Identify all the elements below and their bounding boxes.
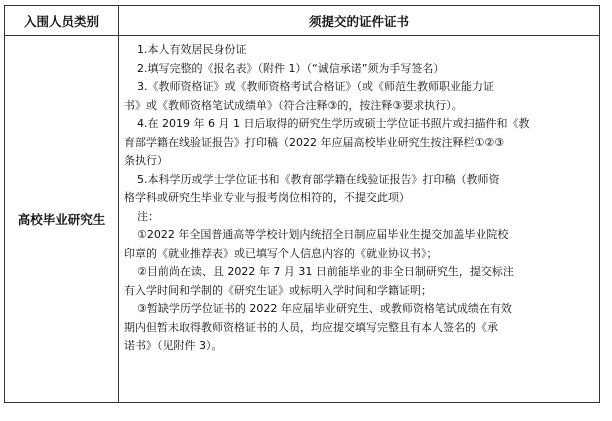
header-documents: 须提交的证件证书 — [308, 13, 409, 29]
note-heading: 注： — [137, 209, 159, 223]
doc-line: 5.本科学历或学士学位证书和《教育部学籍在线验证报告》打印稿（教师资 — [137, 172, 500, 186]
header-category: 入围人员类别 — [23, 13, 99, 29]
requirements-table — [4, 5, 600, 403]
doc-line: 3.《教师资格证》或《教师资格考试合格证》（或《师范生教师职业能力证 — [137, 80, 494, 93]
doc-line: 书》或《教师资格笔试成绩单》（符合注释③的，按注释③要求执行）。 — [124, 98, 463, 112]
documents-list — [124, 41, 596, 356]
doc-line: 条执行） — [124, 154, 168, 167]
column-divider — [118, 6, 119, 402]
note-line: ③暂缺学历学位证书的 2022 年应届毕业研究生、或教师资格笔试成绩在有效 — [137, 302, 512, 315]
note-line: 印章的《就业推荐表》或已填写个人信息内容的《就业协议书》； — [124, 246, 438, 260]
note-line: ①2022 年全国普通高等学校计划内统招全日制应届毕业生提交加盖毕业院校 — [137, 228, 509, 241]
row-category-label: 高校毕业研究生 — [17, 212, 106, 227]
note-line: ②目前尚在读、且 2022 年 7 月 31 日前能毕业的非全日制研究生，提交标注 — [137, 265, 514, 278]
doc-line: 格学科或研究生毕业专业与报考岗位相符的，不提交此项） — [124, 191, 410, 204]
doc-line: 育部学籍在线验证报告》打印稿（2022 年应届高校毕业研究生按注释栏①②③ — [124, 135, 505, 149]
note-line: 诺书》（见附件 3）。 — [124, 339, 223, 352]
note-line: 有入学时间和学制的《研究生证》或标明入学时间和学籍证明； — [124, 283, 432, 297]
doc-line: 2.填写完整的《报名表》（附件 1）（“诚信承诺”须为手写签名） — [137, 61, 445, 75]
doc-line: 4.在 2019 年 6 月 1 日后取得的研究生学历或硕士学位证书照片或扫描件和《教 — [137, 117, 530, 130]
note-line: 期内但暂未取得教师资格证书的人员，均应提交填写完整且有本人签名的《承 — [124, 320, 498, 334]
doc-line: 1.本人有效居民身份证 — [137, 43, 247, 56]
